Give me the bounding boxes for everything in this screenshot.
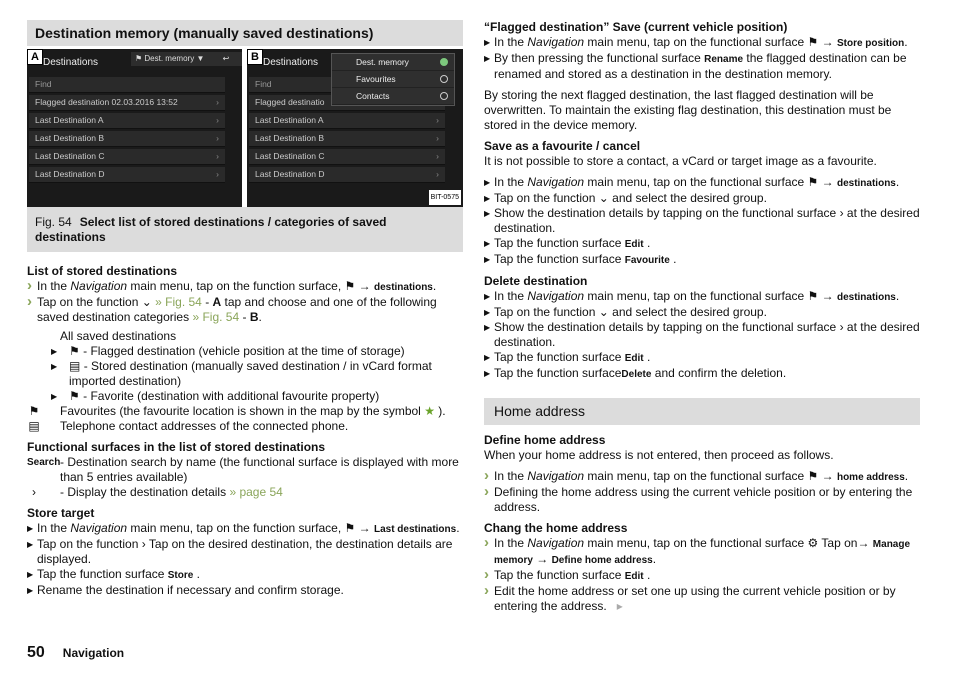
chevron-right-icon[interactable]: ›	[32, 485, 36, 499]
list-item[interactable]	[249, 149, 445, 165]
dest-memory-dropdown[interactable]	[131, 52, 211, 66]
phone-row: ▤ Telephone contact addresses of the connected phone.	[28, 419, 349, 433]
dropdown-item-dest-memory[interactable]	[332, 54, 454, 71]
back-button[interactable]	[209, 52, 242, 66]
step: ▶ Tap on the function › Tap on the desired destination, the destination details are displayed.	[27, 537, 463, 567]
caption-text: Select list of stored destinations / categories of saved destinations	[35, 215, 387, 244]
radio-selected-icon	[440, 58, 448, 66]
list-item[interactable]	[29, 95, 225, 111]
heading-change-home: Chang the home address	[484, 521, 628, 535]
screen-a-title: Destinations	[43, 57, 99, 68]
step: ▶ Show the destination details by tapping on the functional surface › at the desired destination.	[484, 206, 920, 236]
row-label: Find	[255, 79, 272, 89]
screen-b	[247, 49, 463, 207]
step: ▶ Rename the destination if necessary and confirm storage.	[27, 583, 463, 598]
nav-icon: ⚑	[807, 289, 819, 303]
contacts-icon: ▤	[28, 419, 40, 433]
chevron-right-icon: ›	[436, 151, 439, 161]
row-label: Last Destination B	[255, 133, 324, 143]
step: ▶ Tap the function surface Edit .	[484, 236, 920, 252]
list-item[interactable]	[249, 113, 445, 129]
page-link[interactable]: » page 54	[229, 485, 283, 499]
category-dropdown	[331, 53, 455, 106]
badge-b: B	[247, 49, 263, 65]
step: ▶ By then pressing the functional surface Rename the flagged destination can be renamed and stored as a destination in the destination memory.	[484, 51, 920, 82]
fig-link[interactable]: » Fig. 54	[155, 295, 202, 309]
chevron-down-icon: ⌄	[598, 191, 609, 205]
badge-a: A	[27, 49, 43, 65]
chevron-right-icon: ›	[436, 115, 439, 125]
figure-screens	[27, 46, 463, 207]
nav-icon: ⚑	[344, 521, 356, 535]
step: › In the Navigation main menu, tap on the functional surface ⚑ → home address.	[484, 469, 920, 485]
row-label: Last Destination C	[255, 151, 325, 161]
step: › In the Navigation main menu, tap on the functional surface ⚙ Tap on→ Manage memory → Define home address.	[484, 536, 920, 568]
step: ▶ In the Navigation main menu, tap on the functional surface ⚑ → destinations.	[484, 289, 920, 305]
sub-item: ▶ ⚑ - Flagged destination (vehicle position at the time of storage)	[27, 344, 463, 359]
step: ▶ Tap the function surface Edit .	[484, 350, 920, 366]
radio-icon	[440, 75, 448, 83]
flag-icon: ⚑	[69, 344, 80, 358]
step: › Tap the function surface Edit .	[484, 568, 920, 584]
chevron-right-icon: ›	[216, 133, 219, 143]
chevron-right-icon: ›	[216, 169, 219, 179]
step: › Tap on the function ⌄ » Fig. 54 - A tap and choose and one of the following saved destination categories » Fig. 54 - B.	[27, 295, 463, 325]
chevron-down-icon: ▼	[196, 54, 205, 63]
chevron-right-icon: ›	[436, 133, 439, 143]
row-label: Last Destination A	[35, 115, 104, 125]
heading-stored-list: List of stored destinations	[27, 264, 178, 278]
left-column	[27, 20, 463, 598]
heading-favourite: Save as a favourite / cancel	[484, 139, 641, 153]
heading-home-address: Home address	[484, 398, 920, 425]
step: ▶ In the Navigation main menu, tap on the functional surface ⚑ → Store position.	[484, 35, 920, 51]
heading-delete: Delete destination	[484, 274, 588, 288]
list-item[interactable]	[249, 167, 445, 183]
chevron-down-icon: ⌄	[598, 305, 609, 319]
step: ▶ Tap the function surfaceDelete and confirm the deletion.	[484, 366, 920, 382]
list-item[interactable]	[249, 131, 445, 147]
section-name: Navigation	[62, 646, 125, 660]
search-button[interactable]: Search	[27, 457, 61, 468]
badge-b-ref: B	[249, 310, 259, 324]
nav-icon: ⚑	[807, 35, 819, 49]
figure-caption	[27, 207, 463, 252]
step: ▶ In the Navigation main menu, tap on the function surface, ⚑ → Last destinations.	[27, 521, 463, 537]
row-label: Last Destination C	[35, 151, 105, 161]
nav-icon: ⚑	[344, 279, 356, 293]
row-label: Last Destination A	[255, 115, 324, 125]
dropdown-item-contacts[interactable]	[332, 88, 454, 105]
badge-a-ref: A	[212, 295, 222, 309]
favourites-row: ⚑ Favourites (the favourite location is shown in the map by the symbol ★ ).	[28, 404, 446, 418]
sub-item: ▶ ▤ - Stored destination (manually saved destination / in vCard format imported destination)	[27, 359, 463, 389]
step: › In the Navigation main menu, tap on the function surface, ⚑ → destinations.	[27, 279, 463, 295]
dropdown-item-favourites[interactable]	[332, 71, 454, 88]
screen-b-title: Destinations	[263, 57, 319, 68]
step: ▶ Show the destination details by tapping on the functional surface › at the desired destination.	[484, 320, 920, 350]
back-icon: ↩	[222, 54, 230, 63]
dropdown-item-label: Dest. memory	[356, 57, 409, 67]
all-saved-row: All saved destinations	[60, 329, 177, 343]
caption-number: Fig. 54	[35, 215, 72, 229]
step: ▶ Tap on the function ⌄ and select the desired group.	[484, 191, 920, 206]
heading-define-home: Define home address	[484, 433, 606, 447]
search-row: Search - Destination search by name (the functional surface is displayed with more than 5 entries available)	[27, 455, 459, 484]
step: › Defining the home address using the current vehicle position or by entering the address.	[484, 485, 920, 515]
chevron-right-icon: ›	[839, 320, 844, 334]
screen-a	[27, 49, 242, 207]
find-row[interactable]	[29, 77, 225, 93]
chevron-right-icon: ›	[839, 206, 844, 220]
step: ▶ Tap the function surface Store .	[27, 567, 463, 583]
right-column	[484, 20, 920, 614]
flag-icon: ⚑	[135, 54, 143, 63]
dropdown-item-label: Favourites	[356, 74, 396, 84]
heading-functional: Functional surfaces in the list of stored destinations	[27, 440, 326, 454]
figure-code: BIT-0575	[429, 190, 461, 205]
nav-icon: ⚑	[807, 175, 819, 189]
chevron-down-icon: ⌄	[141, 295, 152, 309]
list-item[interactable]	[29, 131, 225, 147]
favourites-icon: ⚑	[28, 404, 40, 418]
step: ▶ In the Navigation main menu, tap on the functional surface ⚑ → destinations.	[484, 175, 920, 191]
dropdown-label: Dest. memory	[144, 54, 195, 63]
step: ▶ Tap the function surface Favourite .	[484, 252, 920, 268]
row-label: Last Destination B	[35, 133, 104, 143]
continue-arrow-icon: ▸	[616, 599, 623, 613]
list-item[interactable]	[29, 167, 225, 183]
chevron-right-icon: ›	[216, 97, 219, 107]
row-label: Last Destination D	[255, 169, 325, 179]
step: ▶ Tap on the function ⌄ and select the desired group.	[484, 305, 920, 320]
row-label: Find	[35, 79, 52, 89]
radio-icon	[440, 92, 448, 100]
chevron-right-icon: ›	[216, 115, 219, 125]
figure-header: Destination memory (manually saved destinations)	[27, 20, 463, 46]
star-icon: ★	[424, 404, 435, 418]
row-label: Flagged destinatio	[255, 97, 325, 107]
nav-icon: ⚑	[807, 469, 819, 483]
heading-flagged: “Flagged destination” Save (current vehicle position)	[484, 20, 788, 34]
paragraph: It is not possible to store a contact, a vCard or target image as a favourite.	[484, 154, 877, 168]
page-number: 50	[27, 644, 45, 661]
chevron-right-icon: ›	[436, 169, 439, 179]
sub-item: ▶ ⚑ - Favorite (destination with additional favourite property)	[27, 389, 463, 404]
paragraph: By storing the next flagged destination, the last flagged destination will be overwritten. To maintain the existing flag destination, this destination must be stored in the device memory.	[484, 88, 892, 132]
heading-store: Store target	[27, 506, 95, 520]
chevron-right-icon: ›	[141, 537, 146, 551]
details-row: › - Display the destination details » page 54	[27, 485, 463, 500]
stored-list-section	[27, 264, 463, 598]
chevron-right-icon: ›	[216, 151, 219, 161]
list-item[interactable]	[29, 113, 225, 129]
row-label: Flagged destination 02.03.2016 13:52	[35, 97, 178, 107]
list-item[interactable]	[29, 149, 225, 165]
row-label: Last Destination D	[35, 169, 105, 179]
fig-link[interactable]: » Fig. 54	[192, 310, 240, 324]
card-icon: ▤	[69, 359, 81, 373]
dropdown-item-label: Contacts	[356, 91, 390, 101]
favourite-icon: ⚑	[69, 389, 80, 403]
paragraph: When your home address is not entered, then proceed as follows.	[484, 448, 834, 462]
step: › Edit the home address or set one up using the current vehicle position or by entering the address. ▸	[484, 584, 920, 614]
settings-icon: ⚙	[807, 536, 819, 550]
page-footer	[27, 645, 124, 661]
